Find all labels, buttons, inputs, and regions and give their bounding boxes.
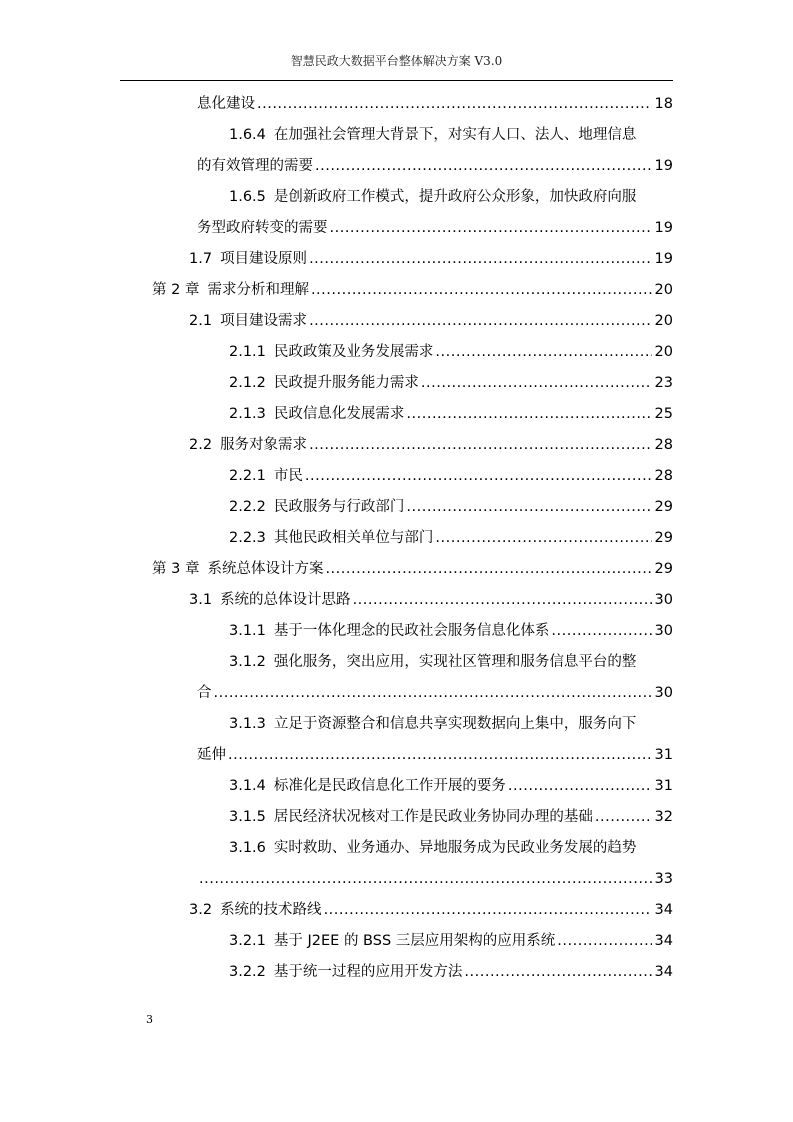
toc-entry[interactable] <box>197 218 673 238</box>
toc-entry-title: 民政信息化发展需求 <box>273 406 405 422</box>
toc-entry[interactable] <box>229 125 636 145</box>
toc-entry[interactable] <box>197 156 673 176</box>
toc-entry-number: 1.6.5 <box>229 189 266 205</box>
toc-entry-number: 3.1.1 <box>229 623 266 639</box>
toc-entry-number: 2.2.3 <box>229 530 266 546</box>
toc-entry-page: 28 <box>654 468 673 484</box>
page-header-title: 智慧民政大数据平台整体解决方案 V3.0 <box>290 54 503 68</box>
toc-entry-page: 33 <box>654 871 673 887</box>
toc-entry-page: 34 <box>654 933 673 949</box>
toc-entry-title: 合 <box>197 685 212 701</box>
toc-leader-dots <box>595 807 652 827</box>
toc-entry-page: 20 <box>654 282 673 298</box>
toc-leader-dots <box>228 745 652 765</box>
toc-leader-dots <box>324 900 652 920</box>
toc-entry-number: 3.1.3 <box>229 716 266 732</box>
toc-entry-page: 19 <box>654 220 673 236</box>
toc-entry-title: 其他民政相关单位与部门 <box>273 530 434 546</box>
toc-entry[interactable] <box>197 683 673 703</box>
toc-leader-dots <box>508 776 652 796</box>
toc-leader-dots <box>315 156 652 176</box>
toc-entry-number: 2.2.1 <box>229 468 266 484</box>
toc-entry[interactable] <box>229 714 636 734</box>
toc-entry-title: 民政提升服务能力需求 <box>273 375 419 391</box>
toc-entry-number: 3.1.4 <box>229 778 266 794</box>
toc-leader-dots <box>199 869 652 889</box>
toc-entry-title: 基于 J2EE 的 BSS 三层应用架构的应用系统 <box>273 933 556 949</box>
toc-entry-number: 3.1 <box>189 592 213 608</box>
toc-entry-number: 3.2 <box>189 902 213 918</box>
toc-entry[interactable] <box>229 373 673 393</box>
toc-leader-dots <box>435 342 651 362</box>
page-number: 3 <box>146 1013 153 1026</box>
toc-entry-title: 系统总体设计方案 <box>207 561 324 577</box>
toc-entry[interactable] <box>229 962 673 982</box>
header-divider <box>120 80 673 81</box>
toc-entry-number: 3.1.5 <box>229 809 266 825</box>
toc-leader-dots <box>435 528 651 548</box>
toc-entry-number: 2.1 <box>189 313 213 329</box>
toc-entry-page: 29 <box>654 561 673 577</box>
toc-leader-dots <box>309 435 651 455</box>
toc-entry-title: 息化建设 <box>197 96 255 112</box>
toc-entry-title: 实时救助、业务通办、异地服务成为民政业务发展的趋势 <box>273 840 637 856</box>
toc-entry-page: 19 <box>654 251 673 267</box>
toc-entry-page: 29 <box>654 499 673 515</box>
toc-leader-dots <box>325 559 651 579</box>
toc-entry-page: 28 <box>654 437 673 453</box>
toc-entry-number: 3.1.2 <box>229 654 266 670</box>
toc-entry[interactable] <box>229 404 673 424</box>
toc-leader-dots <box>330 218 652 238</box>
toc-entry[interactable] <box>197 94 673 114</box>
toc-entry-title: 延伸 <box>197 747 226 763</box>
toc-entry-title: 立足于资源整合和信息共享实现数据向上集中，服务向下 <box>273 716 637 732</box>
toc-entry-page: 34 <box>654 964 673 980</box>
toc-entry-page: 30 <box>654 623 673 639</box>
toc-entry[interactable] <box>229 931 673 951</box>
toc-entry[interactable] <box>189 435 673 455</box>
toc-entry[interactable] <box>229 807 673 827</box>
toc-entry-title: 系统的技术路线 <box>220 902 322 918</box>
toc-entry-title: 项目建设需求 <box>220 313 308 329</box>
toc-entry[interactable] <box>197 869 673 889</box>
toc-entry-title: 服务对象需求 <box>220 437 308 453</box>
toc-entry[interactable] <box>229 528 673 548</box>
toc-entry-page: 18 <box>654 96 673 112</box>
toc-entry-title: 市民 <box>273 468 303 484</box>
toc-entry-page: 23 <box>654 375 673 391</box>
toc-entry-title: 居民经济状况核对工作是民政业务协同办理的基础 <box>273 809 593 825</box>
toc-entry-title: 项目建设原则 <box>220 251 308 267</box>
toc-entry-number: 2.2.2 <box>229 499 266 515</box>
toc-leader-dots <box>353 590 652 610</box>
toc-entry[interactable] <box>229 497 673 517</box>
toc-entry-title: 基于统一过程的应用开发方法 <box>273 964 463 980</box>
toc-entry-number: 2.1.3 <box>229 406 266 422</box>
toc-leader-dots <box>406 497 651 517</box>
toc-entry-title: 强化服务，突出应用，实现社区管理和服务信息平台的整 <box>273 654 637 670</box>
toc-entry-title: 标准化是民政信息化工作开展的要务 <box>273 778 506 794</box>
toc-leader-dots <box>305 466 652 486</box>
toc-entry[interactable] <box>229 187 636 207</box>
toc-entry-title: 民政服务与行政部门 <box>273 499 405 515</box>
toc-entry[interactable] <box>189 311 673 331</box>
toc-entry[interactable] <box>152 280 673 300</box>
toc-entry-title: 基于一体化理念的民政社会服务信息化体系 <box>273 623 550 639</box>
toc-leader-dots <box>421 373 652 393</box>
toc-entry-page: 30 <box>654 592 673 608</box>
toc-entry-number: 3.1.6 <box>229 840 266 856</box>
toc-entry[interactable] <box>189 900 673 920</box>
toc-entry-number: 2.1.2 <box>229 375 266 391</box>
toc-entry-page: 34 <box>654 902 673 918</box>
toc-entry[interactable] <box>229 776 673 796</box>
toc-entry-number: 2.2 <box>189 437 213 453</box>
toc-entry[interactable] <box>229 838 636 858</box>
toc-entry-page: 32 <box>654 809 673 825</box>
toc-entry-number: 3.2.2 <box>229 964 266 980</box>
toc-leader-dots <box>406 404 651 424</box>
toc-leader-dots <box>557 931 651 951</box>
toc-entry[interactable] <box>229 342 673 362</box>
toc-entry-title: 民政政策及业务发展需求 <box>273 344 434 360</box>
toc-entry[interactable] <box>152 559 673 579</box>
toc-entry-title: 需求分析和理解 <box>207 282 309 298</box>
toc-entry-page: 31 <box>654 747 673 763</box>
toc-entry-page: 31 <box>654 778 673 794</box>
toc-entry-page: 20 <box>654 344 673 360</box>
toc-leader-dots <box>551 621 651 641</box>
toc-entry-title: 系统的总体设计思路 <box>220 592 351 608</box>
toc-entry-number: 第 3 章 <box>152 561 200 577</box>
toc-entry[interactable] <box>197 745 673 765</box>
toc-entry-number: 3.2.1 <box>229 933 266 949</box>
toc-entry-title: 是创新政府工作模式，提升政府公众形象，加快政府向服 <box>273 189 637 205</box>
toc-entry[interactable] <box>189 590 673 610</box>
toc-entry[interactable] <box>229 466 673 486</box>
toc-entry[interactable] <box>189 249 673 269</box>
toc-entry-number: 1.7 <box>189 251 213 267</box>
toc-entry[interactable] <box>229 652 636 672</box>
toc-entry[interactable] <box>229 621 673 641</box>
toc-leader-dots <box>214 683 652 703</box>
toc-entry-page: 20 <box>654 313 673 329</box>
toc-entry-title: 务型政府转变的需要 <box>197 220 328 236</box>
toc-entry-page: 29 <box>654 530 673 546</box>
toc-entry-page: 19 <box>654 158 673 174</box>
toc-leader-dots <box>311 280 652 300</box>
toc-entry-number: 1.6.4 <box>229 127 266 143</box>
toc-entry-page: 25 <box>654 406 673 422</box>
toc-entry-page: 30 <box>654 685 673 701</box>
toc-entry-title: 的有效管理的需要 <box>197 158 313 174</box>
toc-entry-number: 第 2 章 <box>152 282 200 298</box>
toc-leader-dots <box>309 311 651 331</box>
toc-leader-dots <box>464 962 651 982</box>
toc-entry-number: 2.1.1 <box>229 344 266 360</box>
toc-entry-title: 在加强社会管理大背景下，对实有人口、法人、地理信息 <box>273 127 637 143</box>
toc-leader-dots <box>309 249 651 269</box>
toc-leader-dots <box>257 94 652 114</box>
